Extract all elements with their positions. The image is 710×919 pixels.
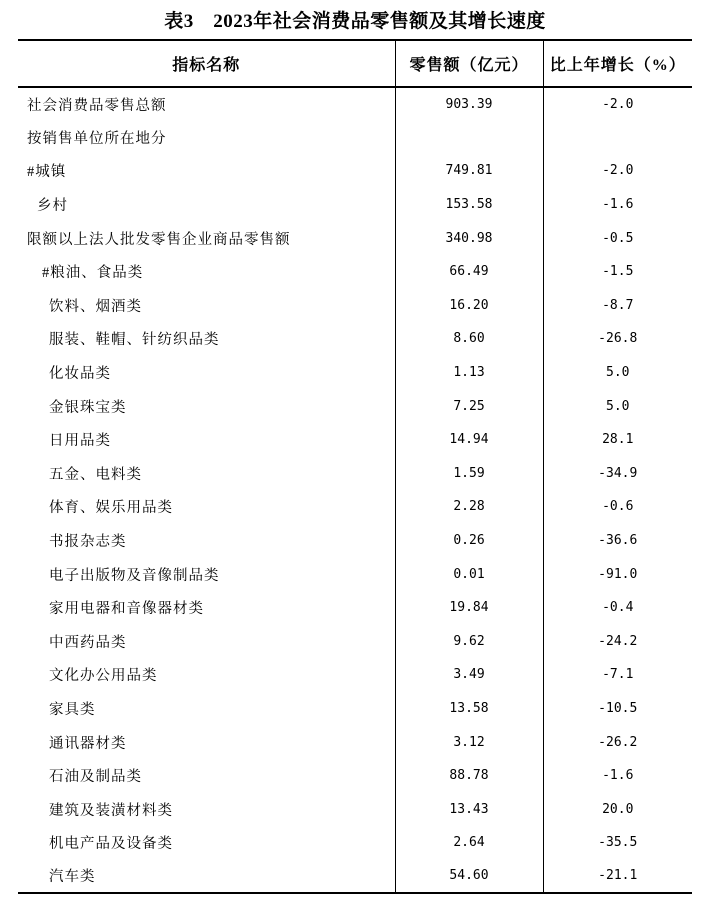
indicator-cell: 机电产品及设备类 (49, 836, 173, 853)
column-header-growth: 比上年增长（%） (543, 40, 692, 87)
column-header-retail: 零售额（亿元） (395, 40, 543, 87)
retail-sales-table-container (18, 39, 692, 894)
indicator-cell: 汽车类 (49, 869, 96, 886)
table-row (18, 423, 692, 457)
growth-value-cell: -8.7 (543, 289, 692, 323)
table-row (18, 188, 692, 222)
retail-value-cell: 2.64 (395, 826, 543, 860)
indicator-cell: 社会消费品零售总额 (27, 97, 167, 114)
indicator-cell: #城镇 (27, 164, 67, 181)
table-row (18, 792, 692, 826)
growth-value-cell: -1.5 (543, 255, 692, 289)
retail-value-cell: 0.01 (395, 557, 543, 591)
table-row (18, 557, 692, 591)
table-title: 表3 2023年社会消费品零售额及其增长速度 (164, 11, 546, 32)
growth-value-cell: 5.0 (543, 389, 692, 423)
retail-value-cell: 16.20 (395, 289, 543, 323)
retail-value-cell: 13.58 (395, 692, 543, 726)
table-row (18, 759, 692, 793)
indicator-cell: 五金、电料类 (49, 466, 142, 483)
table-row (18, 322, 692, 356)
table-row (18, 289, 692, 323)
retail-value-cell: 54.60 (395, 860, 543, 894)
indicator-cell: 书报杂志类 (49, 534, 127, 551)
table-row (18, 356, 692, 390)
retail-value-cell: 19.84 (395, 591, 543, 625)
indicator-cell: 电子出版物及音像制品类 (49, 567, 220, 584)
growth-value-cell: -21.1 (543, 860, 692, 894)
indicator-cell: 通讯器材类 (49, 735, 127, 752)
table-row (18, 692, 692, 726)
table-row (18, 221, 692, 255)
growth-value-cell: -35.5 (543, 826, 692, 860)
table-row (18, 255, 692, 289)
growth-value-cell: -91.0 (543, 557, 692, 591)
retail-value-cell: 7.25 (395, 389, 543, 423)
growth-value-cell: -0.4 (543, 591, 692, 625)
indicator-cell: 家具类 (49, 701, 96, 718)
retail-value-cell: 8.60 (395, 322, 543, 356)
table-body (18, 87, 692, 893)
retail-value-cell: 749.81 (395, 154, 543, 188)
indicator-cell: 体育、娱乐用品类 (49, 500, 173, 517)
indicator-cell: 服装、鞋帽、针纺织品类 (49, 332, 220, 349)
growth-value-cell: -1.6 (543, 759, 692, 793)
table-row (18, 121, 692, 155)
table-row (18, 658, 692, 692)
growth-value-cell: -24.2 (543, 625, 692, 659)
table-row (18, 154, 692, 188)
growth-value-cell: -34.9 (543, 457, 692, 491)
retail-value-cell: 1.13 (395, 356, 543, 390)
retail-value-cell: 13.43 (395, 792, 543, 826)
indicator-cell: 文化办公用品类 (49, 668, 158, 685)
table-row (18, 725, 692, 759)
indicator-cell: 建筑及装潢材料类 (49, 802, 173, 819)
table-header (18, 40, 692, 87)
indicator-cell: 家用电器和音像器材类 (49, 601, 204, 618)
growth-value-cell: 20.0 (543, 792, 692, 826)
indicator-cell: 化妆品类 (49, 366, 111, 383)
table-row (18, 591, 692, 625)
growth-value-cell: -10.5 (543, 692, 692, 726)
growth-value-cell: -2.0 (543, 154, 692, 188)
growth-value-cell: -36.6 (543, 524, 692, 558)
retail-value-cell: 2.28 (395, 490, 543, 524)
retail-value-cell: 9.62 (395, 625, 543, 659)
table-row (18, 490, 692, 524)
indicator-cell: 限额以上法人批发零售企业商品零售额 (27, 231, 291, 248)
table-row (18, 860, 692, 894)
table-row (18, 524, 692, 558)
table-row (18, 826, 692, 860)
header-row (18, 40, 692, 87)
growth-value-cell (543, 121, 692, 155)
retail-value-cell: 3.49 (395, 658, 543, 692)
table-row (18, 457, 692, 491)
indicator-cell: 饮料、烟酒类 (49, 298, 142, 315)
table-row (18, 389, 692, 423)
retail-sales-table (18, 39, 692, 894)
retail-value-cell: 14.94 (395, 423, 543, 457)
retail-value-cell: 1.59 (395, 457, 543, 491)
growth-value-cell: -7.1 (543, 658, 692, 692)
table-row (18, 87, 692, 121)
indicator-cell: #粮油、食品类 (42, 265, 144, 282)
column-header-indicator: 指标名称 (18, 40, 395, 87)
growth-value-cell: -2.0 (543, 87, 692, 121)
indicator-cell: 乡村 (37, 198, 68, 215)
retail-value-cell: 88.78 (395, 759, 543, 793)
growth-value-cell: -26.2 (543, 725, 692, 759)
retail-value-cell (395, 121, 543, 155)
growth-value-cell: -1.6 (543, 188, 692, 222)
indicator-cell: 金银珠宝类 (49, 399, 127, 416)
indicator-cell: 按销售单位所在地分 (27, 130, 167, 147)
retail-value-cell: 66.49 (395, 255, 543, 289)
indicator-cell: 石油及制品类 (49, 769, 142, 786)
retail-value-cell: 903.39 (395, 87, 543, 121)
growth-value-cell: -0.6 (543, 490, 692, 524)
indicator-cell: 日用品类 (49, 433, 111, 450)
retail-value-cell: 340.98 (395, 221, 543, 255)
retail-value-cell: 0.26 (395, 524, 543, 558)
indicator-cell: 中西药品类 (49, 634, 127, 651)
table-row (18, 625, 692, 659)
growth-value-cell: -26.8 (543, 322, 692, 356)
retail-value-cell: 3.12 (395, 725, 543, 759)
growth-value-cell: 28.1 (543, 423, 692, 457)
growth-value-cell: 5.0 (543, 356, 692, 390)
growth-value-cell: -0.5 (543, 221, 692, 255)
retail-value-cell: 153.58 (395, 188, 543, 222)
